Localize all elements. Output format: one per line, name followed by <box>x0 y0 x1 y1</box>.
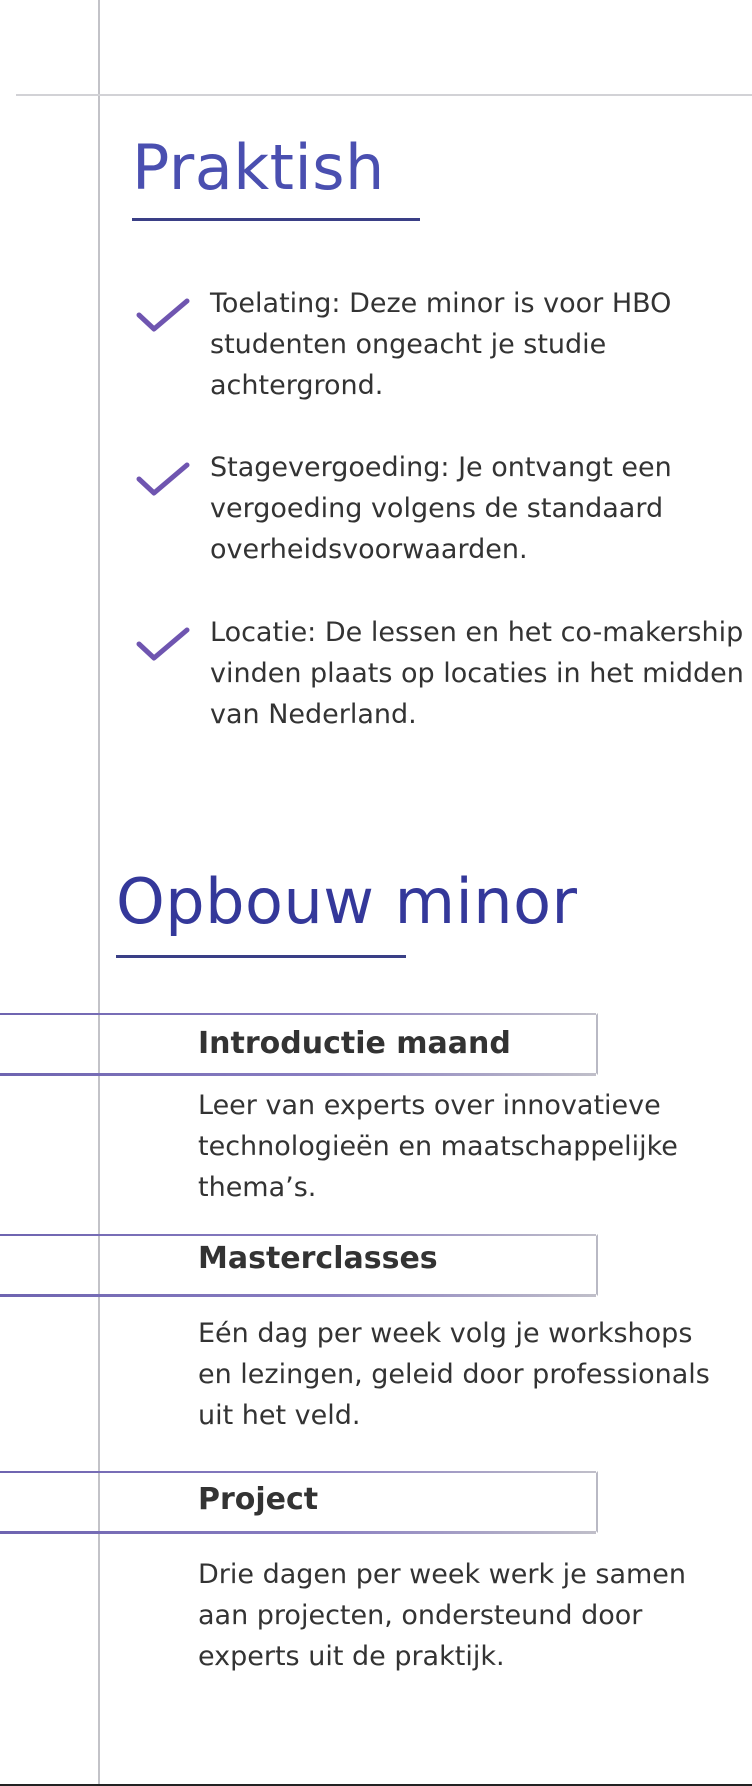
module-title: Masterclasses <box>198 1241 438 1276</box>
module-description: Drie dagen per week werk je samen aan projecten, ondersteund door experts uit de praktijk. <box>198 1559 687 1672</box>
check-icon <box>136 622 190 666</box>
check-icon <box>136 457 190 501</box>
module-header-project <box>0 1471 598 1533</box>
module-title: Project <box>198 1482 319 1517</box>
check-item-text: Locatie: De lessen en het co-makership vinden plaats op locaties in het midden van Nederland. <box>210 617 744 730</box>
title-underline <box>132 218 420 221</box>
top-divider <box>16 94 752 96</box>
check-list-item <box>132 612 744 742</box>
check-icon <box>136 293 190 337</box>
check-item-text: Stagevergoeding: Je ontvangt een vergoeding volgens de standaard overheidsvoorwaarden. <box>210 452 672 565</box>
module-title: Introductie maand <box>198 1026 511 1061</box>
check-item-text: Toelating: Deze minor is voor HBO studenten ongeacht je studie achtergrond. <box>210 288 672 401</box>
module-header-masterclasses <box>0 1234 598 1296</box>
check-list-item <box>132 283 732 413</box>
module-header-introductie <box>0 1013 598 1075</box>
section-title-opbouw-minor: Opbouw minor <box>116 865 578 938</box>
check-list-item <box>132 447 732 577</box>
title-underline <box>116 955 406 958</box>
module-description: Eén dag per week volg je workshops en lezingen, geleid door professionals uit het veld. <box>198 1318 710 1431</box>
section-title-praktish: Praktish <box>132 131 385 204</box>
module-description: Leer van experts over innovatieve technologieën en maatschappelijke thema’s. <box>198 1090 678 1203</box>
